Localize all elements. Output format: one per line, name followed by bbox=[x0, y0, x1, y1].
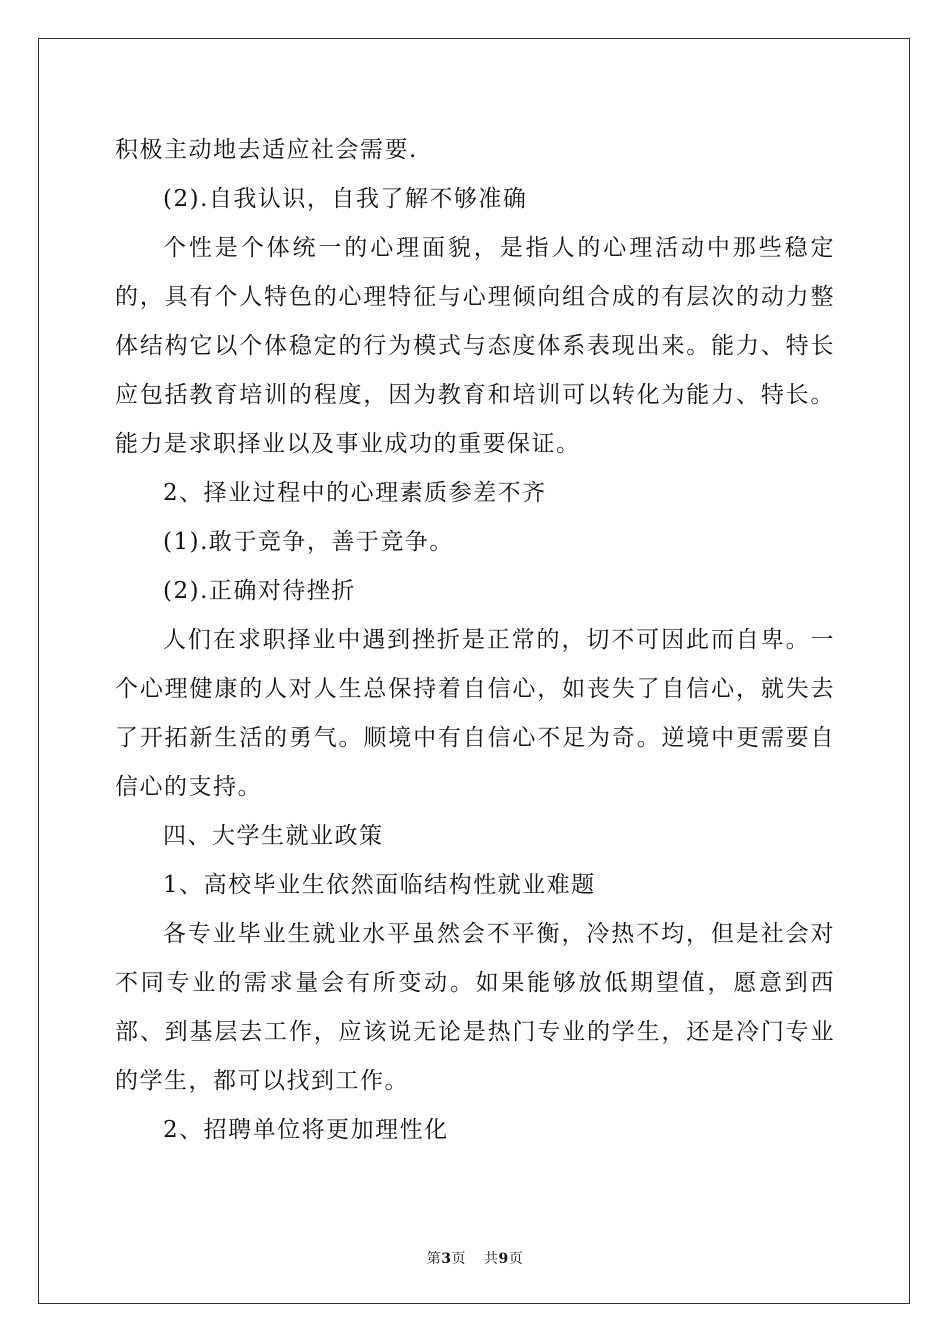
document-body bbox=[115, 126, 835, 1155]
page-suffix: 页 bbox=[451, 1251, 466, 1267]
page-footer bbox=[0, 1248, 950, 1268]
page-prefix: 第 bbox=[426, 1251, 442, 1267]
paragraph-2: (2).自我认识，自我了解不够准确 bbox=[163, 186, 528, 212]
total-suffix: 页 bbox=[508, 1251, 524, 1267]
paragraph-10: 各专业毕业生就业水平虽然会不平衡，冷热不均，但是社会对不同专业的需求量会有所变动。如果能够放低期望值，愿意到西部、到基层去工作，应该说无论是热门专业的学生，还是冷门专业的学生，都可以找到工作。 bbox=[115, 921, 835, 1094]
page-current: 3 bbox=[441, 1251, 452, 1267]
paragraph-6: (2).正确对待挫折 bbox=[163, 578, 356, 604]
paragraph-4: 2、择业过程中的心理素质参差不齐 bbox=[163, 480, 547, 506]
paragraph-8: 四、大学生就业政策 bbox=[163, 823, 384, 849]
paragraph-5: (1).敢于竞争，善于竞争。 bbox=[163, 529, 454, 555]
page-total: 9 bbox=[498, 1251, 509, 1267]
paragraph-1: 积极主动地去适应社会需要. bbox=[115, 137, 418, 163]
paragraph-7: 人们在求职择业中遇到挫折是正常的，切不可因此而自卑。一个心理健康的人对人生总保持着自信心，如丧失了自信心，就失去了开拓新生活的勇气。顺境中有自信心不足为奇。逆境中更需要自信心的支持。 bbox=[115, 627, 835, 800]
paragraph-3: 个性是个体统一的心理面貌，是指人的心理活动中那些稳定的，具有个人特色的心理特征与心理倾向组合成的有层次的动力整体结构它以个体稳定的行为模式与态度体系表现出来。能力、特长应包括教育培训的程度，因为教育和培训可以转化为能力、特长。能力是求职择业以及事业成功的重要保证。 bbox=[115, 235, 835, 457]
paragraph-9: 1、高校毕业生依然面临结构性就业难题 bbox=[163, 872, 596, 898]
total-prefix: 共 bbox=[484, 1251, 499, 1267]
paragraph-11: 2、招聘单位将更加理性化 bbox=[163, 1117, 449, 1143]
